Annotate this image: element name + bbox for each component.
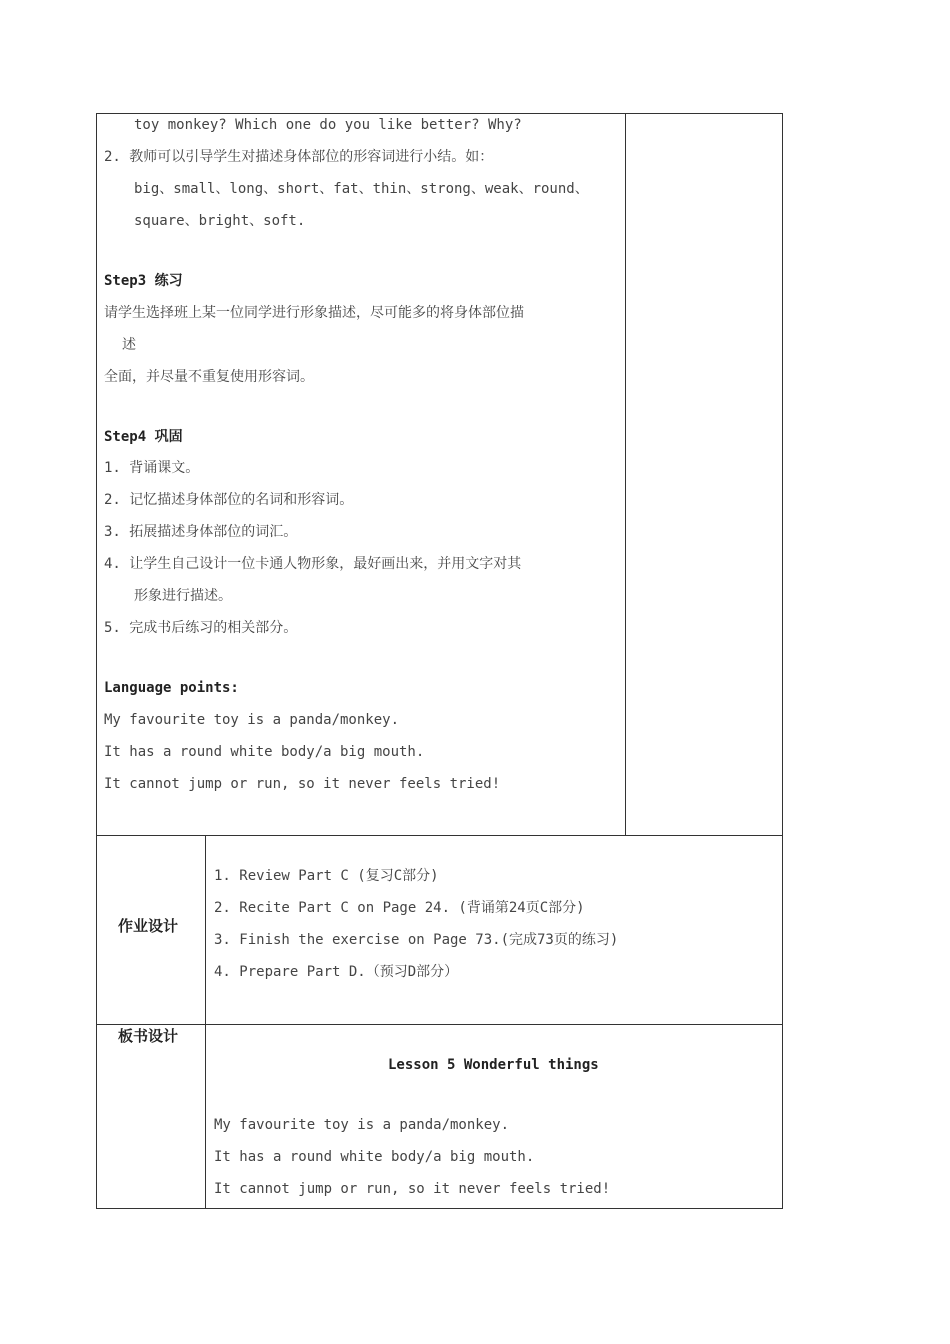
board-title: Lesson 5 Wonderful things [388, 1057, 599, 1073]
step3-line: 请学生选择班上某一位同学进行形象描述，尽可能多的将身体部位描 [104, 305, 524, 321]
notes-column-divider [625, 113, 626, 836]
step4-item: 4. 让学生自己设计一位卡通人物形象，最好画出来，并用文字对其 [104, 556, 522, 572]
procedure-line: big、small、long、short、fat、thin、strong、weak、round、 [134, 181, 589, 197]
homework-label: 作业设计 [118, 917, 179, 935]
row-divider-board [96, 1024, 783, 1025]
procedure-line: 2. 教师可以引导学生对描述身体部位的形容词进行小结。如： [104, 149, 494, 165]
table-border-right [782, 113, 783, 1209]
table-border-top [96, 113, 783, 114]
homework-item: 2. Recite Part C on Page 24. (背诵第24页C部分) [214, 900, 585, 916]
board-label: 板书设计 [118, 1027, 179, 1045]
step3-title: Step3 练习 [104, 273, 183, 289]
label-column-divider [205, 835, 206, 1209]
homework-item: 3. Finish the exercise on Page 73.(完成73页的练习) [214, 932, 619, 948]
table-border-left [96, 113, 97, 1209]
language-point-line: It has a round white body/a big mouth. [104, 744, 425, 760]
language-point-line: My favourite toy is a panda/monkey. [104, 712, 400, 728]
step4-item: 形象进行描述。 [134, 588, 232, 604]
step3-line: 述 [122, 337, 136, 353]
step4-item: 2. 记忆描述身体部位的名词和形容词。 [104, 492, 354, 508]
step4-item: 1. 背诵课文。 [104, 460, 200, 476]
homework-item: 4. Prepare Part D.（预习D部分） [214, 964, 459, 980]
board-line: It has a round white body/a big mouth. [214, 1149, 535, 1165]
procedure-line: square、bright、soft. [134, 213, 306, 229]
step4-item: 5. 完成书后练习的相关部分。 [104, 620, 298, 636]
board-line: It cannot jump or run, so it never feels tried! [214, 1181, 611, 1197]
procedure-line: toy monkey? Which one do you like better? Why? [134, 117, 522, 133]
table-border-bottom [96, 1208, 783, 1209]
homework-item: 1. Review Part C (复习C部分) [214, 868, 439, 884]
board-line: My favourite toy is a panda/monkey. [214, 1117, 510, 1133]
step4-title: Step4 巩固 [104, 429, 183, 445]
step4-item: 3. 拓展描述身体部位的词汇。 [104, 524, 298, 540]
language-point-line: It cannot jump or run, so it never feels tried! [104, 776, 501, 792]
step3-line: 全面，并尽量不重复使用形容词。 [104, 369, 314, 385]
row-divider-homework [96, 835, 783, 836]
language-points-title: Language points: [104, 680, 239, 696]
